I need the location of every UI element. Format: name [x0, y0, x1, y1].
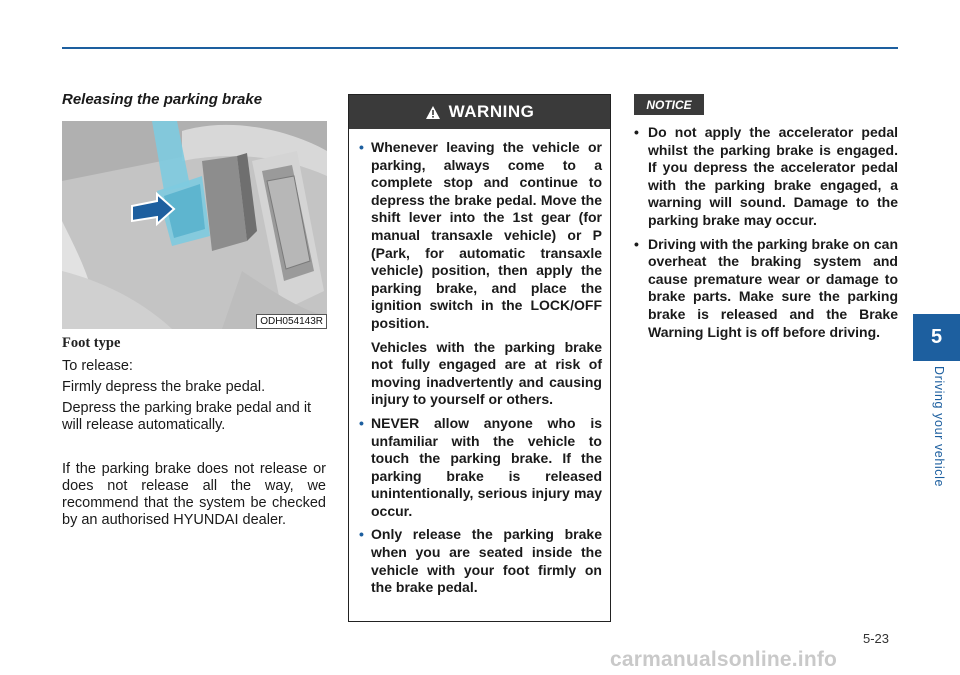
watermark: carmanualsonline.info: [610, 648, 838, 671]
warning-item: • NEVER allow anyone who is unfamiliar with the vehicle to touch the parking brake. If the parking brake is released unintentionally, serious injury may occur.: [359, 414, 602, 519]
page-number: 5-23: [863, 631, 890, 646]
warning-item: • Only release the parking brake when you are seated inside the vehicle with your foot firmly on the brake pedal.: [359, 526, 602, 596]
warning-sub-paragraph: Vehicles with the parking brake not fully engaged are at risk of moving inadvertently and causing injury to yourself or others.: [371, 338, 602, 408]
warning-triangle-icon: [425, 105, 441, 120]
paragraph: Firmly depress the brake pedal.: [62, 379, 266, 395]
header-rule: [62, 47, 898, 49]
warning-title: WARNING: [448, 102, 535, 121]
chapter-name: Driving your vehicle: [932, 366, 946, 488]
bullet-icon: •: [359, 414, 364, 431]
figure-code: ODH054143R: [256, 314, 327, 329]
paragraph: To release:: [62, 358, 133, 374]
subheading: Foot type: [62, 335, 121, 351]
warning-header: [349, 95, 610, 129]
notice-item: • Do not apply the accelerator pedal whilst the parking brake is engaged. If you depress the accelerator pedal with the parking brake engaged, a warning will sound. Damage to the parking brake may occur.: [634, 124, 898, 228]
bullet-icon: •: [359, 139, 364, 155]
section-title: Releasing the parking brake: [62, 91, 263, 108]
pedal-illustration: [62, 121, 327, 329]
notice-item: • Driving with the parking brake on can overheat the braking system and cause premature wear or damage to brake parts. Make sure the parking brake is released and the Brake Warning Light is off before driving.: [634, 235, 898, 340]
notice-tag: NOTICE: [634, 94, 704, 115]
bullet-icon: •: [634, 124, 639, 140]
warning-list: [349, 129, 610, 597]
warning-box: [348, 94, 611, 622]
parking-brake-figure: [62, 121, 327, 329]
notice-list: [634, 124, 898, 347]
paragraph: Depress the parking brake pedal and it will release automatically.: [62, 400, 312, 433]
bullet-icon: •: [634, 235, 639, 252]
warning-item: • Whenever leaving the vehicle or parking, always come to a complete stop and continue to depress the brake pedal. Move the shift lever into the 1st gear (for manual transaxle vehicle) or P (Park, for automatic transaxle vehicle) position, then apply the parking brake, and place the ignition switch in the LOCK/OFF position.: [359, 139, 602, 331]
chapter-tab[interactable]: 5: [913, 314, 960, 361]
bullet-icon: •: [359, 526, 364, 543]
paragraph: If the parking brake does not release or does not release all the way, we recommend that the system be checked by an authorised HYUNDAI dealer.: [62, 461, 326, 528]
